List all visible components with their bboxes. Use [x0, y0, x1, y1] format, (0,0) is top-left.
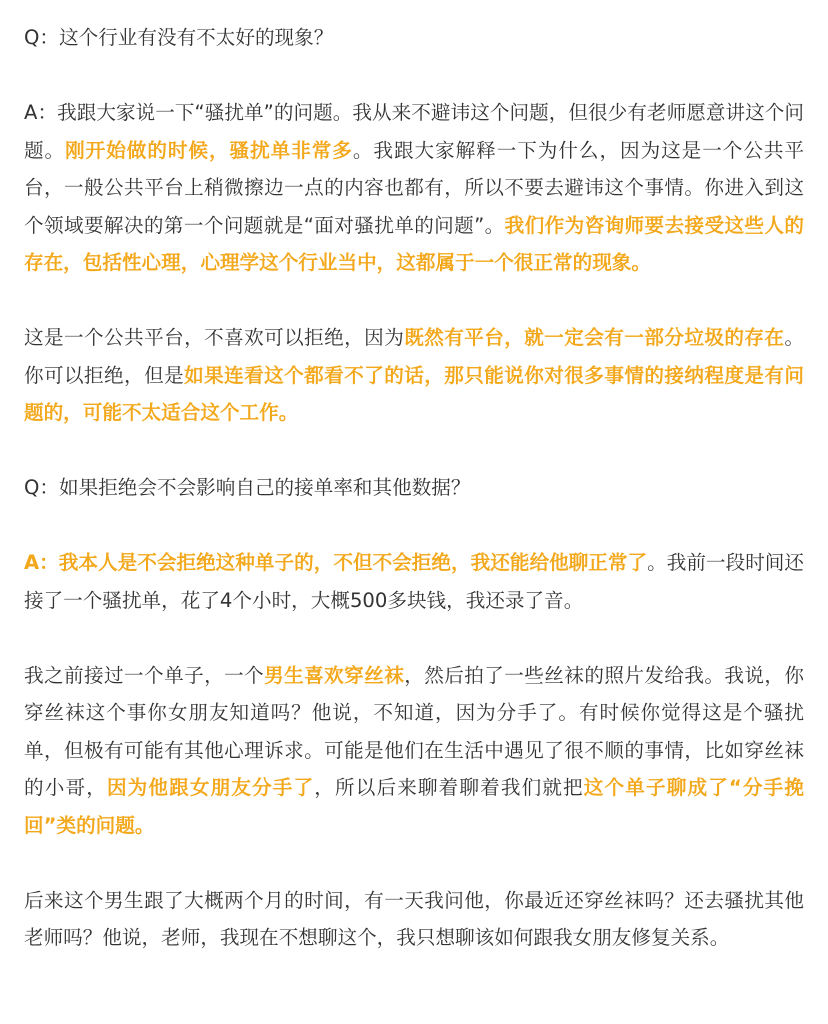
answer-text: 。我前一段时间还接了一个骚扰单，花了4个小时，大概500多块钱，我还录了音。: [24, 551, 805, 612]
highlighted-text: 男生喜欢穿丝袜: [264, 663, 405, 687]
question-paragraph: [24, 19, 804, 57]
answer-paragraph: [24, 94, 804, 282]
highlighted-text: 如果连看这个都看不了的话，那只能说你对很多事情的接纳程度是有问题的，可能不太适合这个工作。: [24, 363, 805, 424]
answer-paragraph: [24, 319, 804, 432]
story-text: ，然后拍了一些丝袜的照片发给我。我说，你穿丝袜这个事你女朋友知道吗？他说，不知道，因为分手了。有时候你觉得这是个骚扰单，但极有可能有其他心理诉求。可能是他们在生活中遇见了很不顺的事情，比如穿丝袜的小哥，: [24, 663, 805, 799]
answer-text: A：我跟大家说一下“骚扰单”的问题。我从来不避讳这个问题，但很少有老师愿意讲这个问题。: [24, 101, 804, 162]
story-paragraph: [24, 882, 804, 957]
question-text: Q：这个行业有没有不太好的现象？: [24, 26, 334, 49]
highlighted-text: 因为他跟女朋友分手了: [106, 776, 315, 799]
story-text: 后来这个男生跟了大概两个月的时间，有一天我问他，你最近还穿丝袜吗？还去骚扰其他老师吗？他说，老师，我现在不想聊这个，我只想聊该如何跟我女朋友修复关系。: [24, 888, 804, 949]
question-text: Q：如果拒绝会不会影响自己的接单率和其他数据？: [24, 476, 471, 499]
story-text: ，所以后来聊着聊着我们就把: [314, 776, 584, 799]
story-paragraph: [24, 657, 804, 845]
answer-paragraph: [24, 544, 804, 619]
highlighted-text: 我本人是不会拒绝这种单子的，不但不会拒绝，我还能给他聊正常了: [58, 551, 648, 574]
story-text: 我之前接过一个单子，一个: [24, 663, 265, 687]
highlighted-text: 既然有平台，就一定会有一部分垃圾的存在: [404, 326, 785, 349]
question-paragraph: [24, 469, 804, 507]
answer-prefix: A：: [24, 551, 59, 574]
answer-text: 。我跟大家解释一下为什么，因为这是一个公共平台，一般公共平台上稍微擦边一点的内容也都有，所以不要去避讳这个事情。你进入到这个领域要解决的第一个问题就是“面对骚扰单的问题”。: [24, 138, 805, 237]
answer-text: 这是一个公共平台，不喜欢可以拒绝，因为: [24, 326, 405, 349]
highlighted-text: 刚开始做的时候，骚扰单非常多: [65, 138, 353, 162]
highlighted-text: 我们作为咨询师要去接受这些人的存在，包括性心理，心理学这个行业当中，这都属于一个很正常的现象。: [24, 213, 804, 274]
highlighted-text: 这个单子聊成了“分手挽回”类的问题。: [24, 776, 805, 837]
answer-text: 。你可以拒绝，但是: [24, 326, 804, 387]
